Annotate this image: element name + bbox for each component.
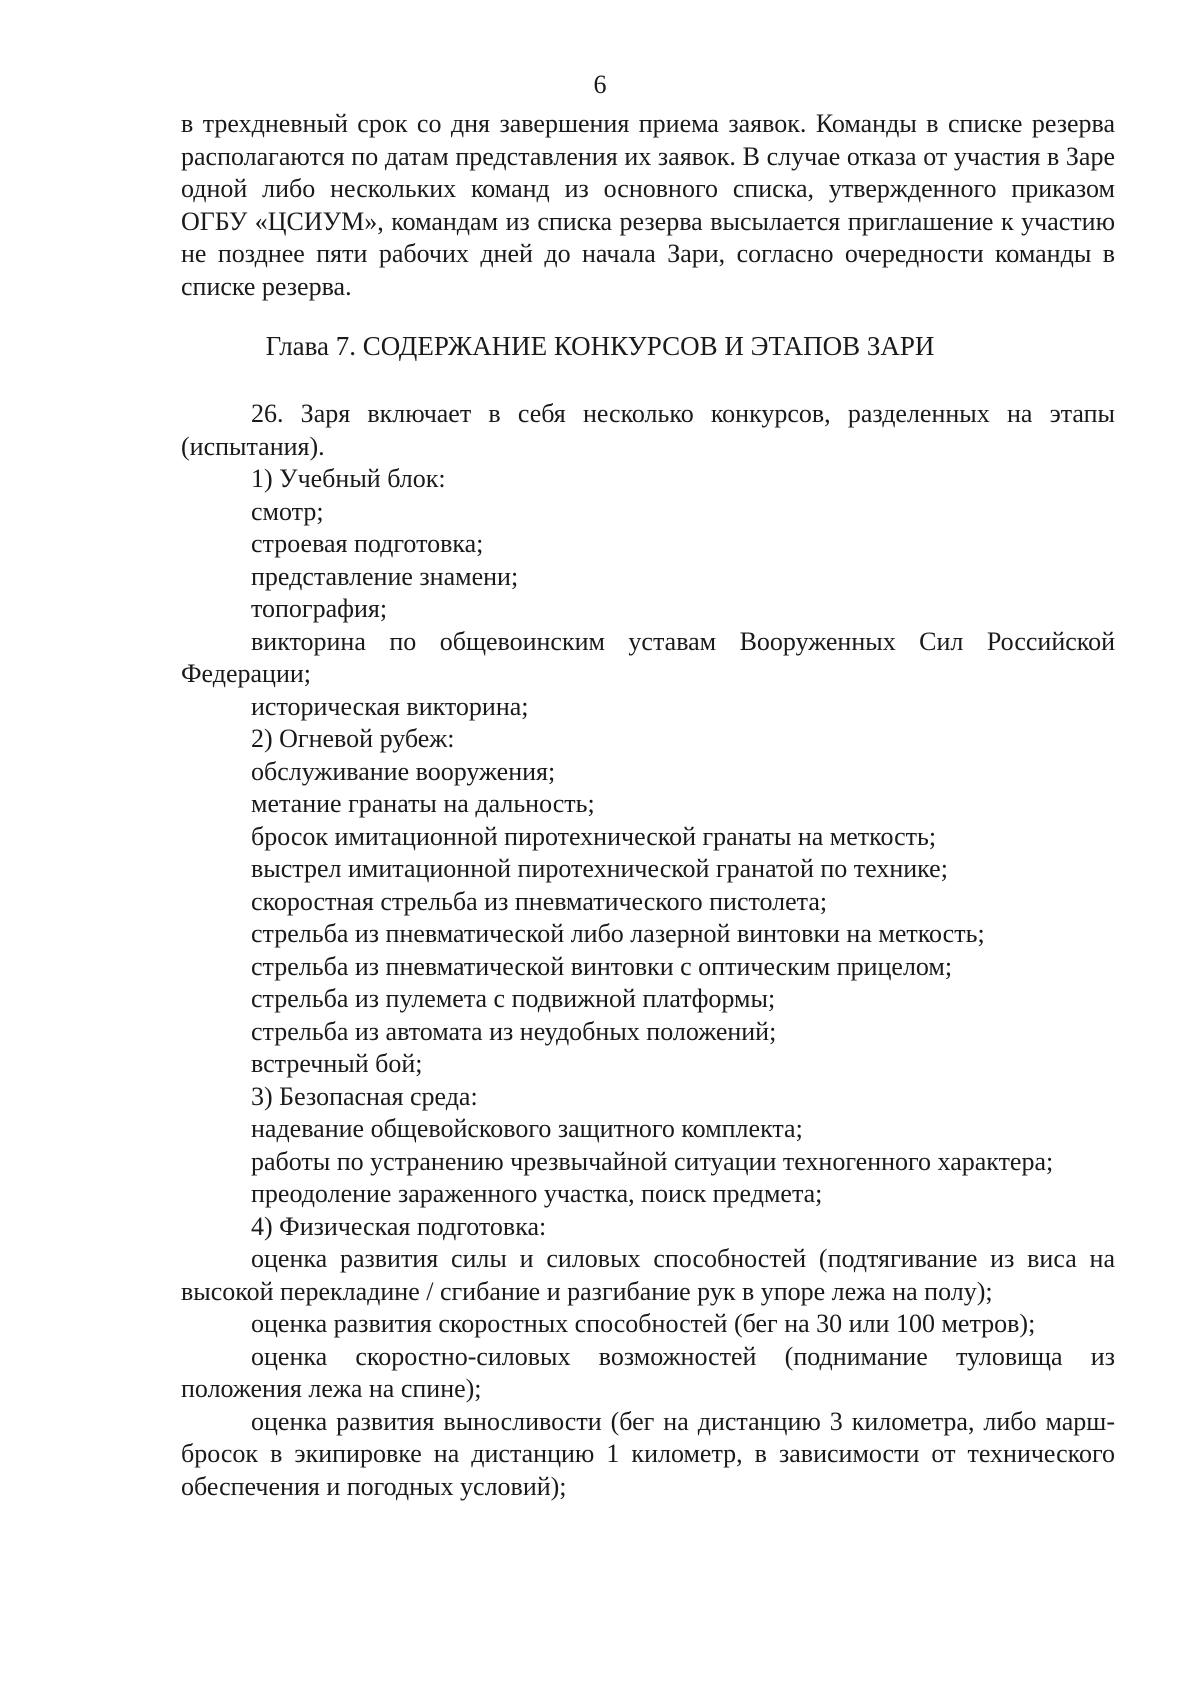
list-item: работы по устранению чрезвычайной ситуации техногенного характера; [251,1146,1054,1176]
list-item: оценка скоростно-силовых возможностей (поднимание туловища из положения лежа на спине); [181,1341,1115,1403]
list-item: историческая викторина; [251,691,529,721]
list-item: стрельба из пневматической либо лазерной винтовки на меткость; [251,919,985,948]
page-number: 6 [593,70,607,99]
list-item: стрельба из пневматической винтовки с оптическим прицелом; [251,951,953,981]
list-item: стрельба из автомата из неудобных положений; [251,1016,777,1046]
list-item: 4) Физическая подготовка: [251,1211,547,1241]
chapter-title: Глава 7. СОДЕРЖАНИЕ КОНКУРСОВ И ЭТАПОВ ЗАРИ [265,331,935,361]
list-item: скоростная стрельба из пневматического пистолета; [251,886,828,916]
list-item: строевая подготовка; [251,529,484,558]
list-item: стрельба из пулемета с подвижной платформы; [251,984,776,1013]
intro-paragraph: в трехдневный срок со дня завершения приема заявок. Команды в списке резерва располагаются по датам представления их заявок. В случае отказа от участия в Заре одной либо нескольких команд из основного списка, утвержденного приказом ОГБУ «ЦСИУМ», командам из списка резерва высылается приглашение к участию не позднее пяти рабочих дней до начала Зари, согласно очередности команды в списке резерва. [181,109,1115,301]
list-item: 3) Безопасная среда: [251,1081,478,1111]
list-item: оценка развития скоростных способностей (бег на 30 или 100 метров); [251,1309,1036,1338]
list-item: представление знамени; [251,561,519,591]
list-item: бросок имитационной пиротехнической гранаты на меткость; [251,821,937,851]
list-item: встречный бой; [251,1049,423,1078]
list-item: метание гранаты на дальность; [251,789,595,818]
list-item: оценка развития силы и силовых способностей (подтягивание из виса на высокой перекладине / сгибание и разгибание рук в упоре лежа на полу); [181,1244,1115,1306]
intro-section [181,108,1115,303]
list-item: смотр; [251,496,324,526]
list-item: топография; [251,594,388,623]
list-item: обслуживание вооружения; [251,756,556,786]
contest-list-section [181,398,1115,1503]
list-item: викторина по общевоинским уставам Вооруженных Сил Российской Федерации; [181,626,1115,688]
list-item: преодоление зараженного участка, поиск предмета; [251,1179,823,1208]
list-item: 1) Учебный блок: [251,464,446,493]
list-item: 2) Огневой рубеж: [251,724,455,753]
list-item: выстрел имитационной пиротехнической гранатой по технике; [251,854,948,883]
paragraph-26: 26. Заря включает в себя несколько конкурсов, разделенных на этапы (испытания). [181,399,1115,461]
list-item: оценка развития выносливости (бег на дистанцию 3 километра, либо марш-бросок в экипировке на дистанцию 1 километр, в зависимости от технического обеспечения и погодных условий); [181,1406,1115,1501]
list-item: надевание общевойскового защитного комплекта; [251,1114,803,1143]
